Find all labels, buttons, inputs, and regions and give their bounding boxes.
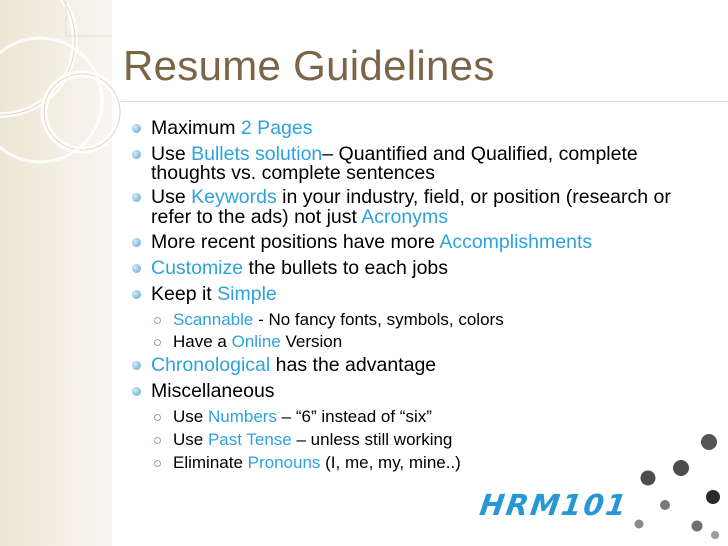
highlighted-term: Chronological: [151, 354, 271, 376]
highlighted-term: Customize: [151, 257, 244, 279]
highlighted-term: Bullets solution: [191, 143, 323, 165]
bullet-text: Version: [280, 332, 343, 351]
bullet-text: has the advantage: [270, 354, 437, 376]
highlighted-term: Accomplishments: [439, 231, 593, 253]
highlighted-term: Acronyms: [361, 206, 448, 228]
bullet-text: More recent positions have more: [151, 231, 440, 253]
bullet-text: – unless still working: [291, 430, 453, 449]
bullet-text: (I, me, my, mine..): [320, 453, 461, 472]
bullet-text: Eliminate: [173, 453, 248, 472]
highlighted-term: Online: [231, 332, 281, 351]
highlighted-term: Numbers: [207, 407, 277, 426]
bullet-text: Use: [173, 407, 208, 426]
highlighted-term: Simple: [217, 283, 277, 305]
highlighted-term: Pronouns: [247, 453, 321, 472]
bullet-text: Have a: [173, 332, 232, 351]
highlighted-term: Past Tense: [207, 430, 292, 449]
bullet-text: Use: [173, 430, 208, 449]
bullet-text: Miscellaneous: [151, 380, 275, 402]
highlighted-term: Scannable: [173, 310, 254, 329]
bullet-text: Maximum: [151, 117, 241, 139]
bullet-text: thoughts vs. complete sentences: [151, 162, 435, 184]
bullet-text: Keep it: [151, 283, 218, 305]
hrm101-logo: HRM101: [477, 488, 631, 522]
bullet-text: Use: [151, 143, 192, 165]
slide-title: Resume Guidelines: [123, 42, 495, 89]
bullet-text: - No fancy fonts, symbols, colors: [253, 310, 504, 329]
bullet-text: in your industry, field, or position (research or: [276, 186, 671, 208]
bullet-text: the bullets to each jobs: [243, 257, 449, 279]
bullet-text: Use: [151, 186, 192, 208]
highlighted-term: Keywords: [191, 186, 277, 208]
bullet-text: – “6” instead of “six”: [276, 407, 432, 426]
bullet-text: – Quantified and Qualified, complete: [322, 143, 638, 165]
highlighted-term: 2 Pages: [240, 117, 313, 139]
bullet-text: refer to the ads) not just: [151, 206, 362, 228]
